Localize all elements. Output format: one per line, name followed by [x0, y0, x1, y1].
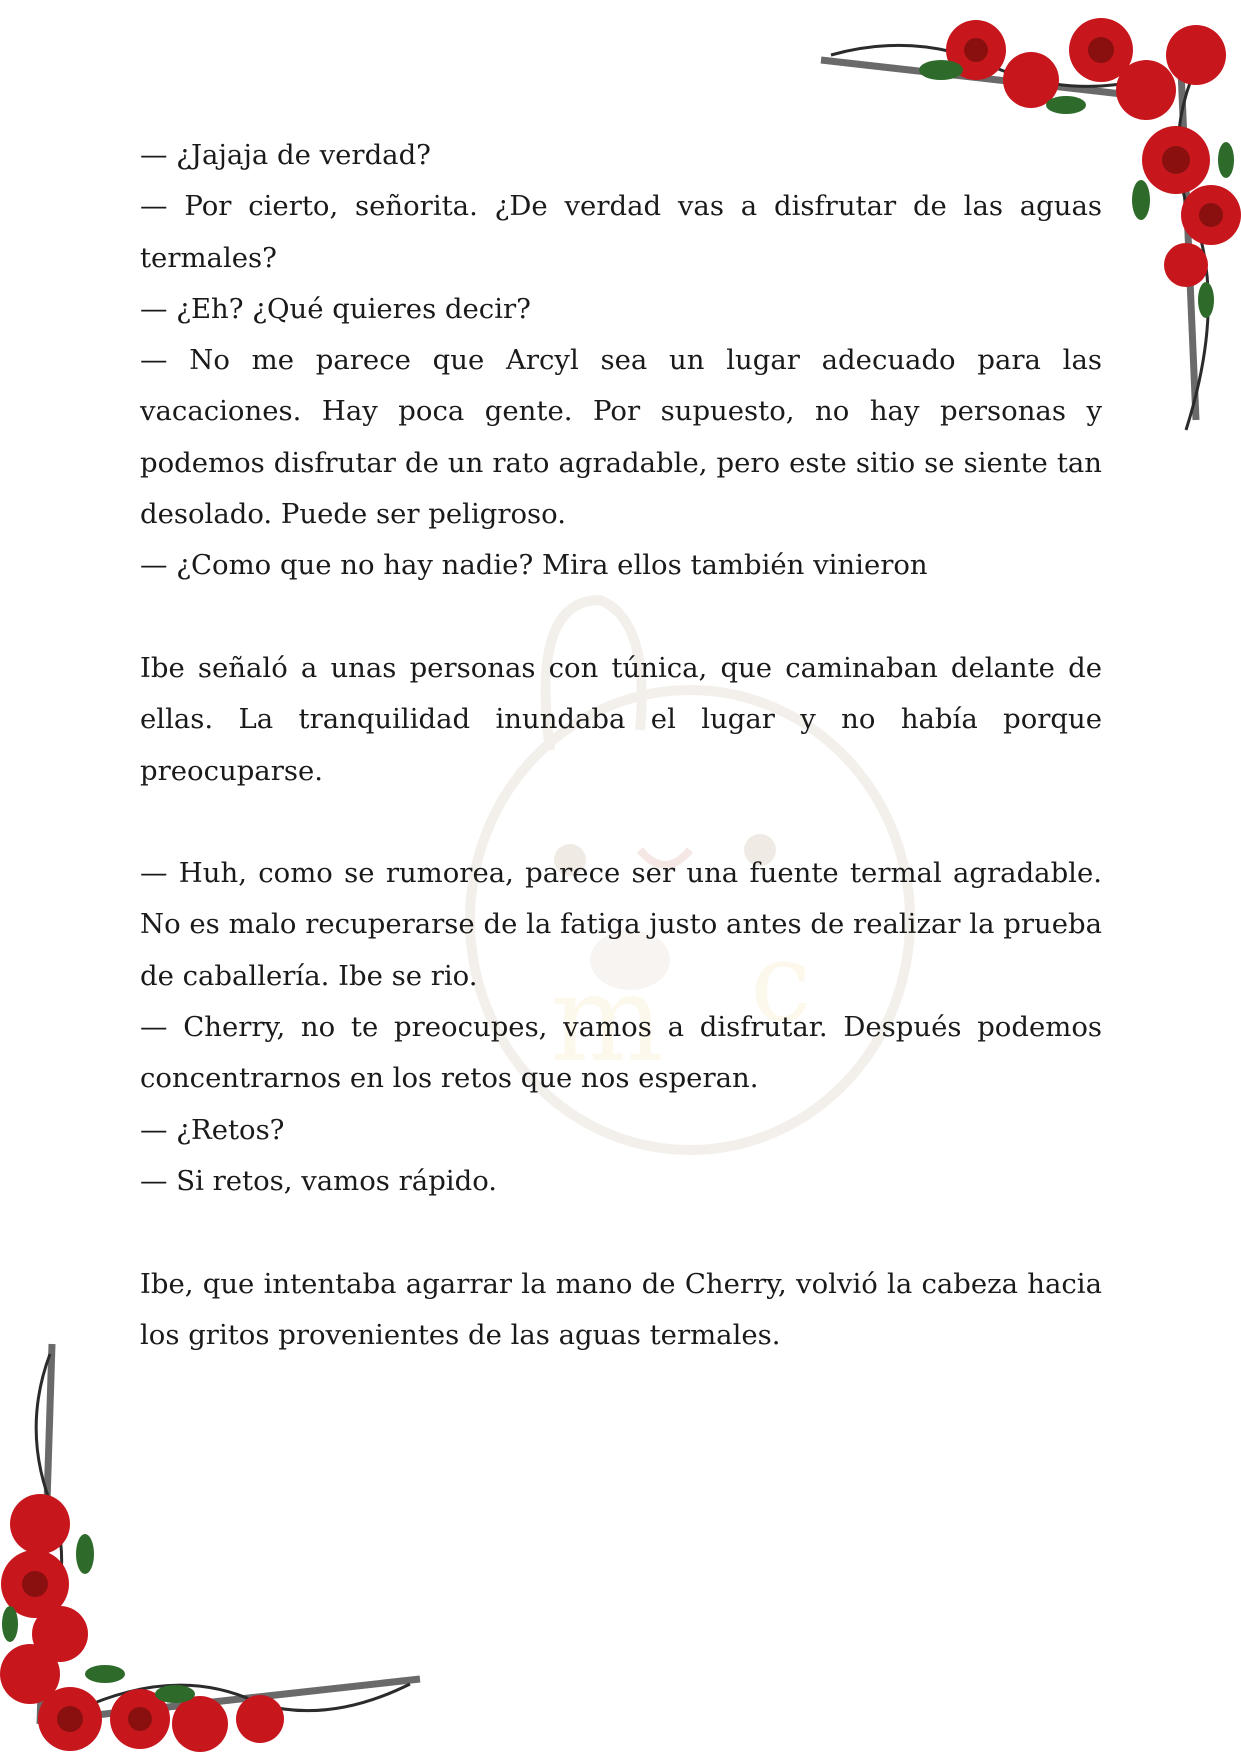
dialogue-line: — Huh, como se rumorea, parece ser una fuente termal agradable. No es malo recuperarse de la fatiga justo antes de realizar la prueba de caballería. Ibe se rio. [140, 857, 1102, 992]
dialogue-line: — ¿Eh? ¿Qué quieres decir? [140, 292, 531, 325]
narration-paragraph: Ibe señaló a unas personas con túnica, que caminaban delante de ellas. La tranquilidad inundaba el lugar y no había porque preocuparse. [140, 651, 1102, 787]
dialogue-line: — ¿Como que no hay nadie? Mira ellos también vinieron [140, 549, 928, 582]
svg-text:c: c [750, 918, 812, 1046]
svg-text:m: m [550, 950, 664, 1089]
document-body [140, 130, 1102, 1361]
dialogue-line: — ¿Retos? [140, 1113, 285, 1146]
dialogue-line: — Por cierto, señorita. ¿De verdad vas a disfrutar de las aguas termales? [140, 190, 1102, 274]
rose-vine-corner-icon [0, 1324, 440, 1754]
dialogue-line: — ¿Jajaja de verdad? [140, 139, 431, 171]
dialogue-line: — Si retos, vamos rápido. [140, 1164, 498, 1197]
dialogue-line: — No me parece que Arcyl sea un lugar adecuado para las vacaciones. Hay poca gente. Por supuesto, no hay personas y podemos disfrutar de un rato agradable, pero este sitio se siente tan desolado. Puede ser peligroso. [140, 344, 1102, 531]
narration-paragraph: Ibe, que intentaba agarrar la mano de Cherry, volvió la cabeza hacia los gritos provenientes de las aguas termales. [140, 1267, 1102, 1351]
dialogue-line: — Cherry, no te preocupes, vamos a disfrutar. Después podemos concentrarnos en los retos que nos esperan. [140, 1011, 1102, 1095]
